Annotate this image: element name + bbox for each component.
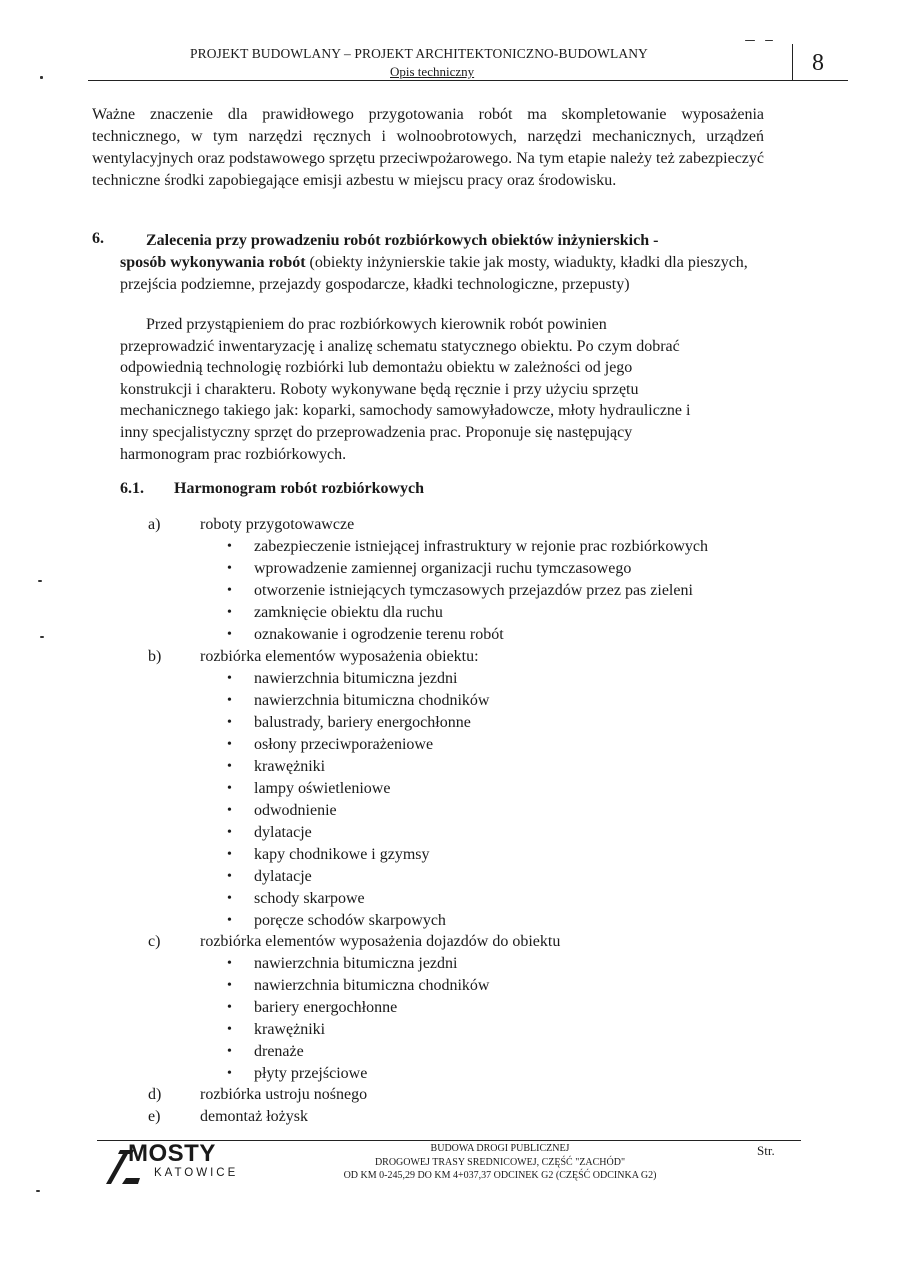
footer-line: BUDOWA DROGI PUBLICZNEJ [430,1143,570,1154]
footer-line: DROGOWEJ TRASY SREDNICOWEJ, CZĘŚĆ "ZACHÓD" [374,1156,626,1168]
scan-speck [40,636,44,638]
list-group-letter: d) [148,1086,162,1103]
list-item: osłony przeciwporażeniowe [254,736,434,753]
scan-speck [745,40,755,41]
bullet-icon: • [227,1044,232,1059]
bullet-icon: • [227,627,232,642]
list-item: otworzenie istniejących tymczasowych przejazdów przez pas zieleni [254,582,693,599]
footer-line: OD KM 0-245,29 DO KM 4+037,37 ODCINEK G2 (CZĘŚĆ ODCINKA G2) [343,1170,657,1181]
section-6-paragraph-line: konstrukcji i charakteru. Roboty wykonywane będą ręcznie i przy użyciu sprzętu [120,380,639,398]
bullet-icon: • [227,803,232,818]
list-item: odwodnienie [254,802,337,819]
list-group-title: roboty przygotowawcze [200,516,355,533]
bullet-icon: • [227,759,232,774]
list-group-title: demontaż łożysk [200,1108,308,1125]
bullet-icon: • [227,825,232,840]
header-rule [88,80,848,81]
section-6-heading: Zalecenia przy prowadzeniu robót rozbiórkowych obiektów inżynierskich - [146,232,659,249]
scan-speck [38,580,42,582]
list-group-title: rozbiórka ustroju nośnego [200,1086,368,1103]
scan-speck [765,40,773,41]
section-6-paragraph-line: Przed przystąpieniem do prac rozbiórkowych kierownik robót powinien [146,316,607,333]
bullet-icon: • [227,693,232,708]
list-group-title: rozbiórka elementów wyposażenia obiektu: [200,648,479,665]
bullet-icon: • [227,978,232,993]
list-item: dylatacje [254,868,312,885]
bullet-icon: • [227,847,232,862]
list-item: nawierzchnia bitumiczna chodników [254,692,490,709]
page-number: 8 [812,50,824,76]
bullet-icon: • [227,781,232,796]
scan-speck [36,1190,40,1192]
footer-logo-city: KATOWICE [154,1167,239,1179]
section-6-paragraph [120,314,760,465]
bullet-icon: • [227,671,232,686]
intro-paragraph: Ważne znaczenie dla prawidłowego przygotowania robót ma skompletowanie wyposażenia technicznego, w tym narzędzi ręcznych i wolnoobrotowych, narzędzi mechanicznych, urządzeń wentylacyjnych oraz podstawowego sprzętu przeciwpożarowego. Na tym etapie należy też zabezpieczyć techniczne środki zapobiegające emisji azbestu w miejscu pracy oraz środowisku. [92,106,764,189]
list-item: krawężniki [254,758,326,775]
section-6-heading-rest: (obiekty inżynierskie takie jak mosty, wiadukty, kładki dla pieszych, przejścia podziemne, przejazdy gospodarcze, kładki technologiczne, przepusty) [120,254,748,293]
bullet-icon: • [227,737,232,752]
bullet-icon: • [227,1022,232,1037]
section-6-heading-bold: sposób wykonywania robót [120,254,306,271]
list-item: wprowadzenie zamiennej organizacji ruchu tymczasowego [254,560,632,577]
list-item: nawierzchnia bitumiczna jezdni [254,670,458,687]
section-6-paragraph-line: harmonogram prac rozbiórkowych. [120,445,347,463]
bullet-icon: • [227,561,232,576]
list-item: lampy oświetleniowe [254,780,391,797]
list-item: schody skarpowe [254,890,365,907]
footer-page-label: Str. [757,1143,775,1158]
bullet-icon: • [227,1000,232,1015]
list-item: płyty przejściowe [254,1065,368,1082]
bullet-icon: • [227,1066,232,1081]
footer-project-info [300,1142,700,1183]
page-number-divider [792,44,793,80]
list-item: poręcze schodów skarpowych [254,912,446,929]
list-group-letter: b) [148,648,162,665]
list-item: dylatacje [254,824,312,841]
document-header-subtitle: Opis techniczny [390,64,475,79]
bullet-icon: • [227,913,232,928]
bullet-icon: • [227,539,232,554]
bullet-icon: • [227,715,232,730]
footer-logo-wordmark: MOSTY [128,1140,216,1167]
list-item: zamknięcie obiektu dla ruchu [254,604,443,621]
list-item: nawierzchnia bitumiczna chodników [254,977,490,994]
list-group-letter: e) [148,1108,161,1125]
list-item: zabezpieczenie istniejącej infrastruktury w rejonie prac rozbiórkowych [254,538,709,555]
list-group-letter: c) [148,933,161,950]
list-item: krawężniki [254,1021,326,1038]
section-6-paragraph-line: mechanicznego takiego jak: koparki, samochody samowyładowcze, młoty hydrauliczne i [120,402,691,420]
bullet-icon: • [227,605,232,620]
section-6-number: 6. [92,230,104,247]
section-6-1-heading: Harmonogram robót rozbiórkowych [174,480,425,497]
bullet-icon: • [227,891,232,906]
list-item: drenaże [254,1043,304,1060]
section-6-paragraph-line: inny specjalistyczny sprzęt do przeprowadzenia prac. Proponuje się następujący [120,423,633,441]
section-6-paragraph-line: odpowiednią technologię rozbiórki lub demontażu obiektu w zależności od jego [120,359,633,377]
list-item: kapy chodnikowe i gzymsy [254,846,430,863]
list-item: oznakowanie i ogrodzenie terenu robót [254,626,504,643]
document-header-title: PROJEKT BUDOWLANY – PROJEKT ARCHITEKTONICZNO-BUDOWLANY [190,46,648,61]
section-6-heading-continuation [120,252,780,296]
scan-speck [40,76,43,79]
list-group-letter: a) [148,516,161,533]
list-group-title: rozbiórka elementów wyposażenia dojazdów do obiektu [200,933,561,950]
bullet-icon: • [227,583,232,598]
section-6-paragraph-line: przeprowadzić inwentaryzację i analizę schematu statycznego obiektu. Po czym dobrać [120,337,680,355]
list-item: nawierzchnia bitumiczna jezdni [254,955,458,972]
bullet-icon: • [227,956,232,971]
bullet-icon: • [227,869,232,884]
list-item: bariery energochłonne [254,999,398,1016]
section-6-1-number: 6.1. [120,480,144,497]
list-item: balustrady, bariery energochłonne [254,714,471,731]
